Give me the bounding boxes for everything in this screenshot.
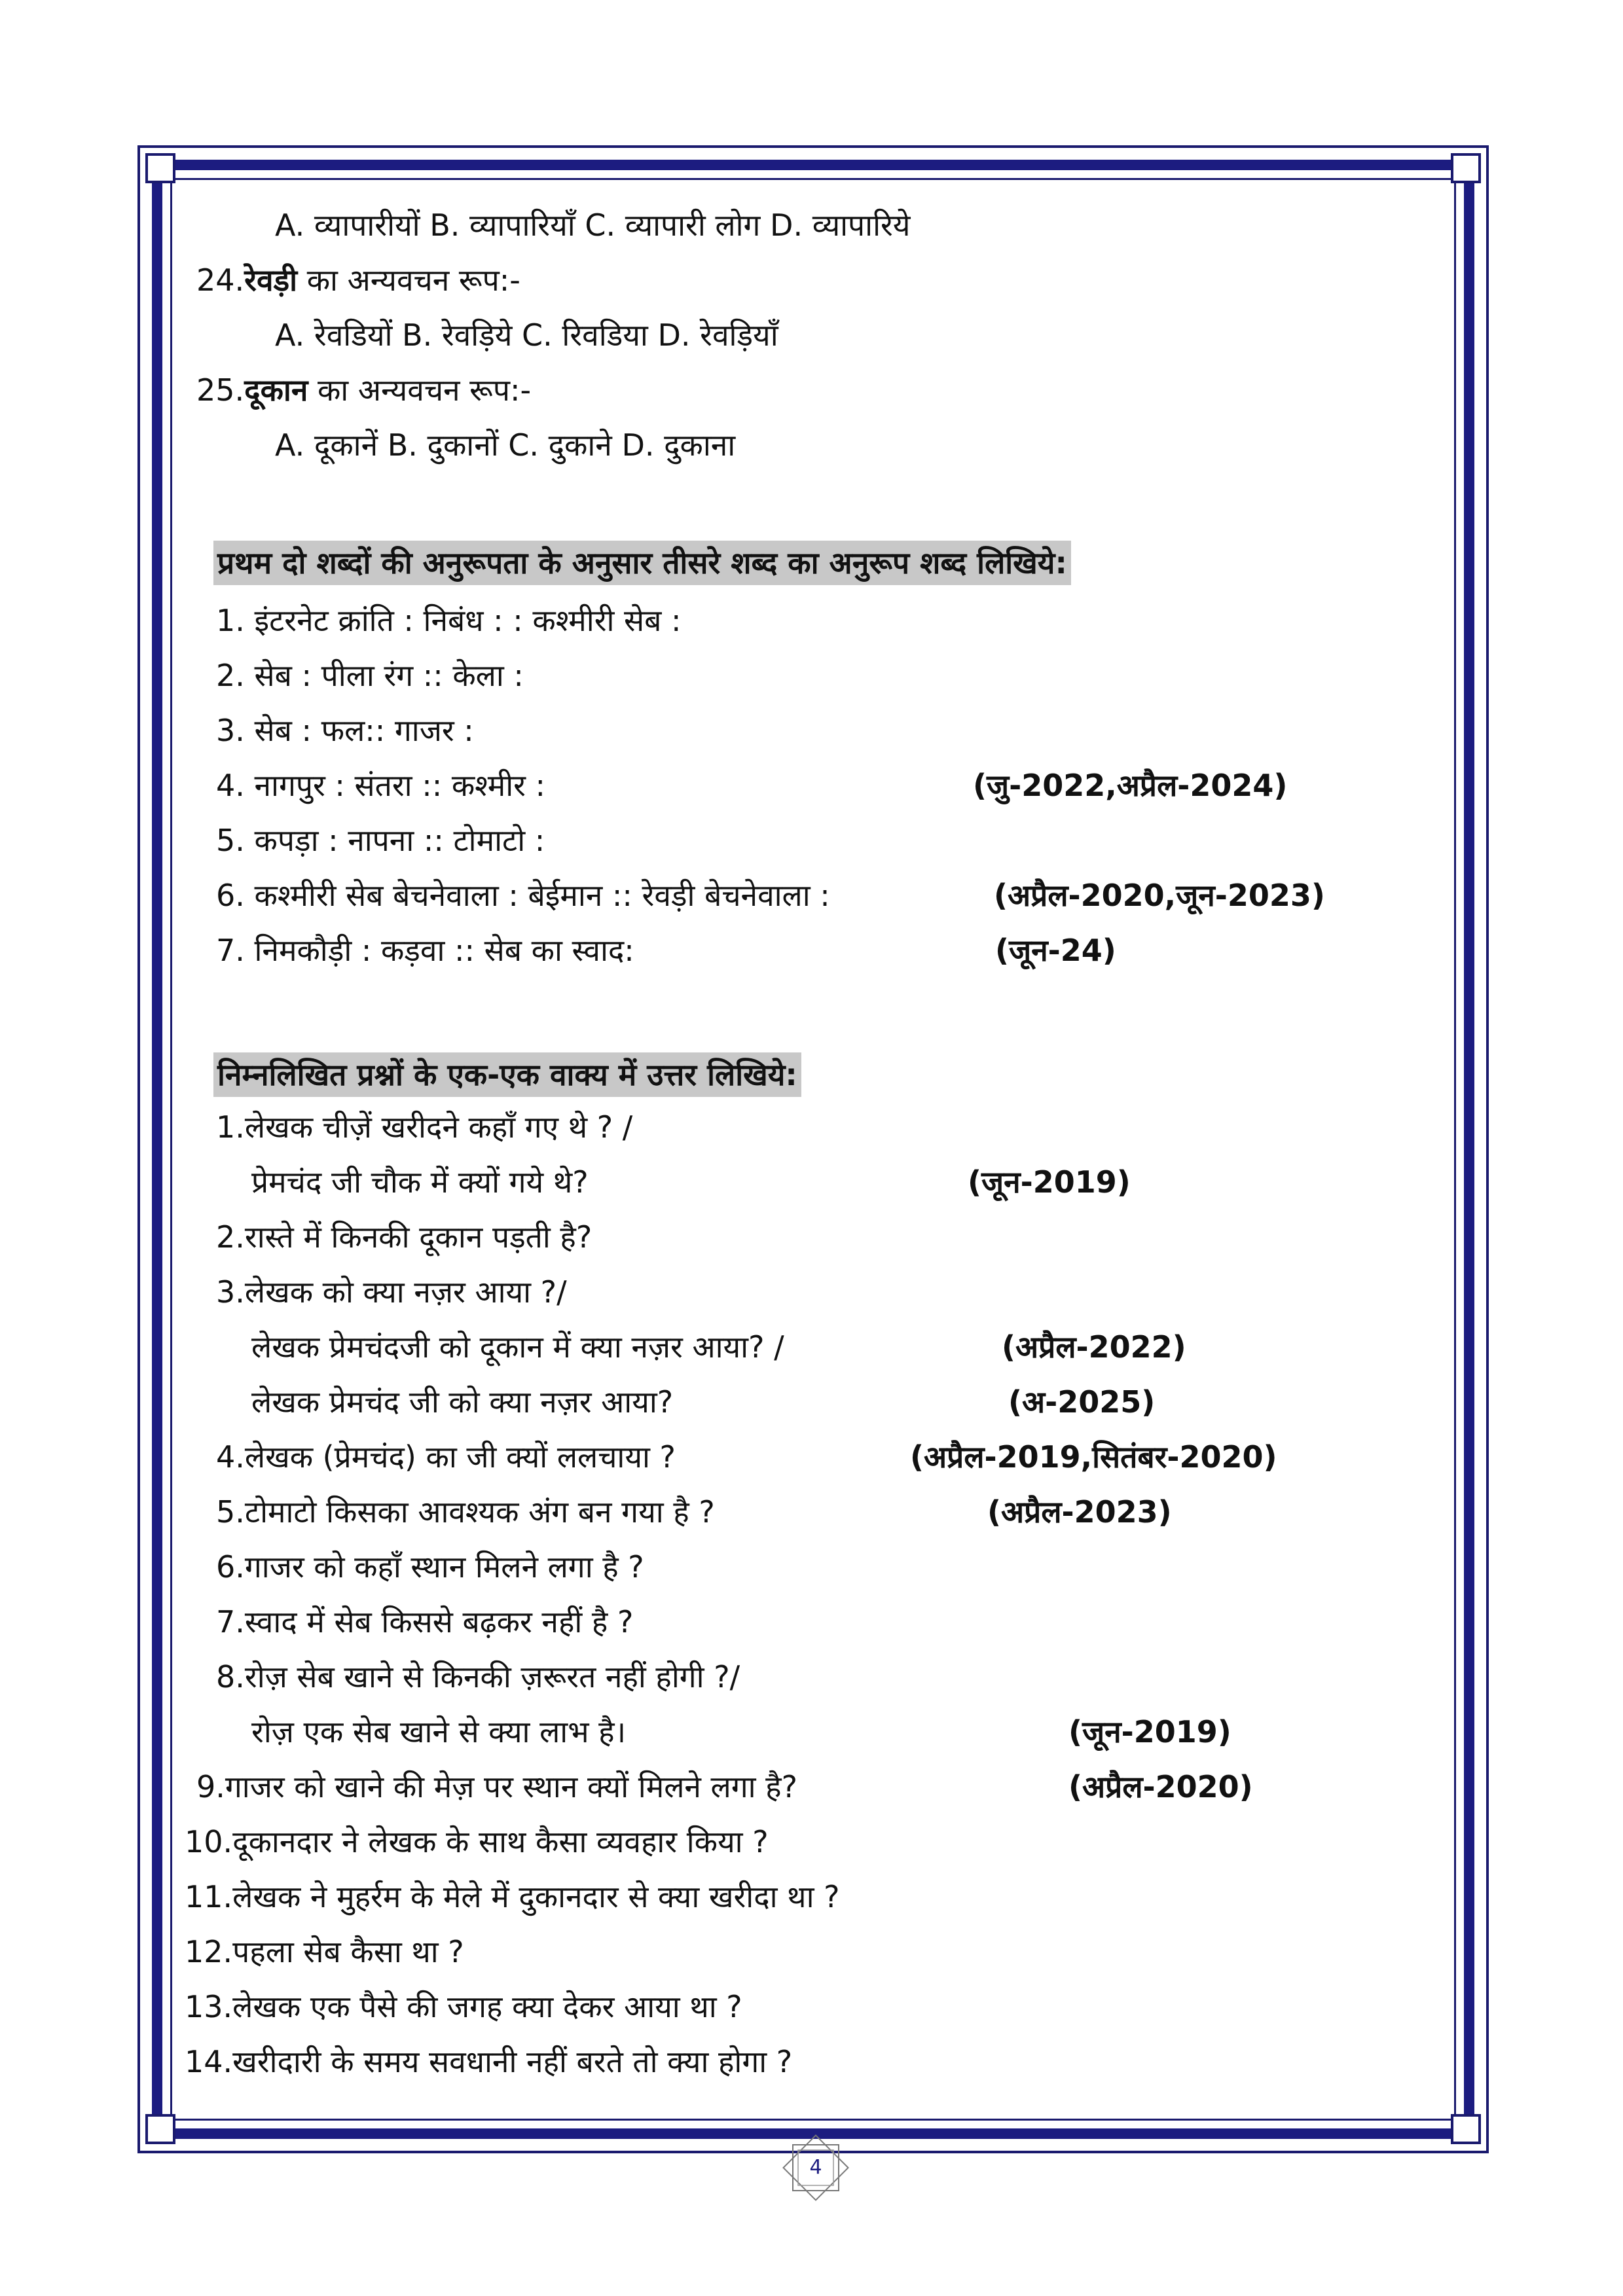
exam-year-tag: (जून-2019) — [968, 1164, 1131, 1200]
question-item: लेखक प्रेमचंदजी को दूकान में क्या नज़र आया? / — [251, 1329, 784, 1365]
question-number: 25. — [196, 372, 245, 408]
q24-options: A. रेवडियों B. रेवड़िये C. रिवडिया D. रेवड़ियाँ — [275, 317, 778, 353]
question-item: 4.लेखक (प्रेमचंद) का जी क्यों ललचाया ? — [216, 1439, 676, 1475]
exam-year-tag: (जु-2022,अप्रैल-2024) — [973, 768, 1288, 803]
exam-year-tag: (अ-2025) — [1008, 1384, 1156, 1420]
question-item: 9.गाजर को खाने की मेज़ पर स्थान क्यों मिलने लगा है? — [196, 1769, 798, 1804]
border-corner-bottom-left — [145, 2114, 175, 2144]
question-text: का अन्यवचन रूप:- — [297, 262, 520, 298]
analogy-item: 6. कश्मीरी सेब बेचनेवाला : बेईमान :: रेवड़ी बेचनेवाला : — [216, 878, 830, 913]
analogy-item: 2. सेब : पीला रंग :: केला : — [216, 658, 524, 693]
question-item: 6.गाजर को कहाँ स्थान मिलने लगा है ? — [216, 1549, 644, 1585]
question-item: 10.दूकानदार ने लेखक के साथ कैसा व्यवहार किया ? — [185, 1824, 769, 1859]
question-item: 12.पहला सेब कैसा था ? — [185, 1934, 464, 1969]
question-item: 7.स्वाद में सेब किससे बढ़कर नहीं है ? — [216, 1604, 634, 1640]
analogy-item: 1. इंटरनेट क्रांति : निबंध : : कश्मीरी सेब : — [216, 603, 682, 638]
question-item: 3.लेखक को क्या नज़र आया ?/ — [216, 1274, 567, 1310]
question-keyword: रेवड़ी — [244, 262, 298, 298]
exam-year-tag: (अप्रैल-2022) — [1002, 1329, 1186, 1365]
analogy-item: 3. सेब : फल:: गाजर : — [216, 713, 474, 748]
question-item: 13.लेखक एक पैसे की जगह क्या देकर आया था ? — [185, 1989, 742, 2024]
exam-year-tag: (अप्रैल-2020) — [1068, 1769, 1253, 1804]
question-item: 8.रोज़ सेब खाने से किनकी ज़रूरत नहीं होगी ?/ — [216, 1659, 740, 1695]
analogy-item: 5. कपड़ा : नापना :: टोमाटो : — [216, 823, 545, 858]
question-item: 11.लेखक ने मुहर्रम के मेले में दुकानदार से क्या खरीदा था ? — [185, 1879, 840, 1914]
analogy-item: 7. निमकौड़ी : कड़वा :: सेब का स्वाद: — [216, 933, 634, 968]
question-item: प्रेमचंद जी चौक में क्यों गये थे? — [251, 1164, 589, 1200]
exam-year-tag: (अप्रैल-2020,जून-2023) — [994, 878, 1325, 913]
section-heading-short-answer: निम्नलिखित प्रश्नों के एक-एक वाक्य में उत्तर लिखिये: — [213, 1052, 801, 1097]
question-item: लेखक प्रेमचंद जी को क्या नज़र आया? — [251, 1384, 674, 1420]
exam-year-tag: (जून-24) — [995, 933, 1116, 968]
q25-options: A. दूकानें B. दुकानों C. दुकाने D. दुकाना — [275, 427, 736, 463]
page-number: 4 — [809, 2156, 822, 2179]
page-number-ornament — [776, 2128, 855, 2207]
question-24 — [196, 260, 520, 300]
border-corner-top-right — [1451, 153, 1481, 183]
exam-year-tag: (अप्रैल-2019,सितंबर-2020) — [910, 1439, 1277, 1475]
analogy-item: 4. नागपुर : संतरा :: कश्मीर : — [216, 768, 546, 803]
border-corner-top-left — [145, 153, 175, 183]
question-keyword: दूकान — [244, 372, 308, 408]
question-number: 24. — [196, 262, 245, 298]
section-heading-analogy: प्रथम दो शब्दों की अनुरूपता के अनुसार तीसरे शब्द का अनुरूप शब्द लिखिये: — [213, 541, 1071, 585]
question-item: 1.लेखक चीज़ें खरीदने कहाँ गए थे ? / — [216, 1109, 633, 1145]
question-item: 5.टोमाटो किसका आवश्यक अंग बन गया है ? — [216, 1494, 715, 1530]
exam-year-tag: (जून-2019) — [1068, 1714, 1231, 1749]
question-item: रोज़ एक सेब खाने से क्या लाभ है। — [251, 1714, 627, 1749]
question-item: 2.रास्ते में किनकी दूकान पड़ती है? — [216, 1219, 593, 1255]
border-corner-bottom-right — [1451, 2114, 1481, 2144]
exam-year-tag: (अप्रैल-2023) — [987, 1494, 1172, 1530]
q23-options: A. व्यापारीयों B. व्यापारियाँ C. व्यापारी लोग D. व्यापारिये — [275, 207, 911, 243]
question-item: 14.खरीदारी के समय सवधानी नहीं बरते तो क्या होगा ? — [185, 2044, 793, 2079]
question-25 — [196, 370, 531, 410]
question-text: का अन्यवचन रूप:- — [308, 372, 532, 408]
